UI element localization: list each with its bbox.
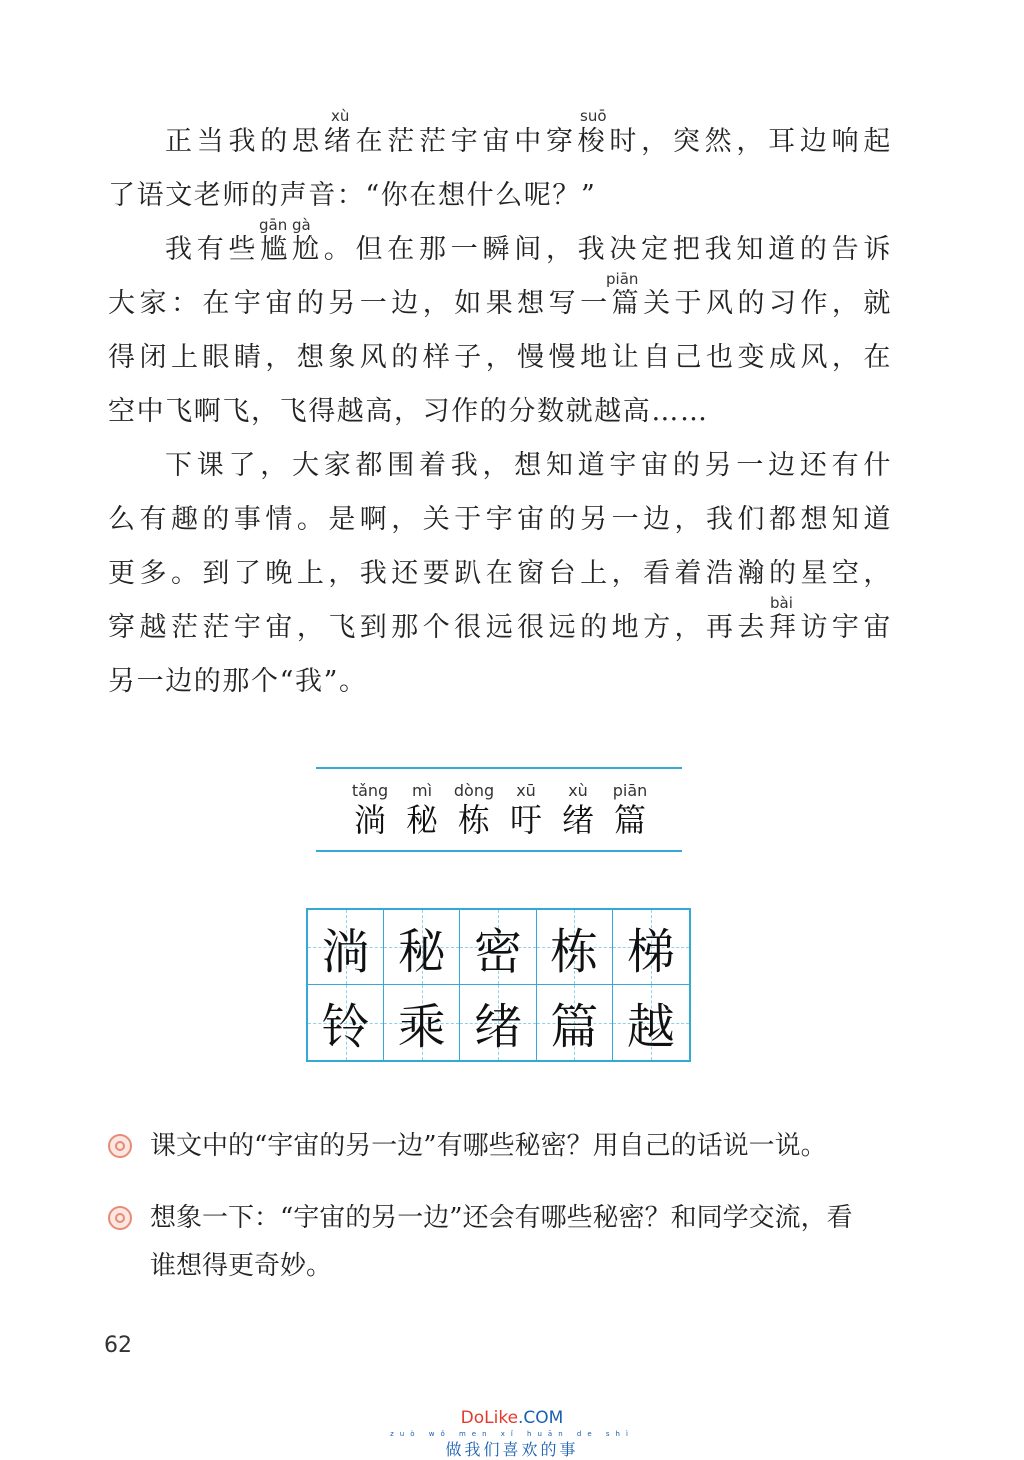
watermark-brand-main: DoLike: [460, 1408, 519, 1428]
write-char: 绪: [473, 999, 522, 1055]
question-2-line-2: 谁想得更奇妙。: [150, 1251, 333, 1281]
new-word: [605, 781, 655, 839]
paragraph-line: 另一边的那个“我”。: [108, 666, 368, 697]
paragraph-line: 下课了，大家都围着我，想知道宇宙的另一边还有什: [165, 450, 892, 481]
new-word-char: 绪: [561, 801, 594, 839]
new-word-pinyin: xù: [568, 781, 588, 800]
grid-cell: [308, 985, 384, 1060]
pinyin-annotation-ganga: gān gà: [259, 216, 311, 234]
new-word-char: 秘: [405, 801, 438, 839]
write-char: 梯: [626, 923, 675, 980]
word-box-bottom-rule: [316, 850, 682, 852]
watermark-pinyin: zuò wǒ men xǐ huān de shì: [390, 1430, 634, 1438]
grid-cell: [537, 985, 613, 1060]
new-word: [501, 781, 551, 839]
grid-cell: [613, 910, 689, 985]
write-char: 乘: [397, 999, 446, 1055]
new-word-char: 吁: [509, 801, 542, 839]
write-char: 栋: [550, 923, 599, 980]
watermark-brand-suffix: .COM: [518, 1408, 564, 1428]
paragraph-line: 我有些尴尬。但在那一瞬间，我决定把我知道的告诉: [165, 234, 892, 265]
question-1: 课文中的“宇宙的另一边”有哪些秘密？用自己的话说一说。: [150, 1131, 827, 1161]
new-word-pinyin: tǎng: [351, 781, 389, 800]
paragraph-line: 了语文老师的声音：“你在想什么呢？”: [108, 180, 597, 211]
paragraph-line: 空中飞啊飞，飞得越高，习作的分数就越高……: [108, 396, 709, 427]
pinyin-annotation-xu: xù: [331, 107, 350, 125]
grid-cell: [384, 985, 460, 1060]
write-char: 密: [473, 923, 522, 980]
paragraph-line: 正当我的思绪在茫茫宇宙中穿梭时，突然，耳边响起: [165, 126, 892, 157]
grid-cell: [308, 910, 384, 985]
write-char: 越: [626, 999, 675, 1055]
new-word: [449, 781, 499, 839]
grid-cell: [460, 985, 536, 1060]
new-word-pinyin: dòng: [453, 781, 495, 800]
pinyin-annotation-bai: bài: [770, 594, 793, 612]
pinyin-annotation-suo: suō: [580, 107, 607, 125]
new-word: [397, 781, 447, 839]
paragraph-line: 更多。到了晚上，我还要趴在窗台上，看着浩瀚的星空，: [108, 558, 892, 589]
new-word-pinyin: mì: [411, 781, 433, 800]
word-box-top-rule: [316, 767, 682, 769]
new-word: [553, 781, 603, 839]
new-word-char: 淌: [353, 801, 386, 839]
page-number: 62: [104, 1333, 132, 1358]
paragraph-line: 得闭上眼睛，想象风的样子，慢慢地让自己也变成风，在: [108, 342, 892, 373]
pinyin-annotation-pian: piān: [606, 270, 639, 288]
new-word-pinyin: piān: [612, 781, 648, 800]
new-word-char: 栋: [457, 801, 490, 839]
new-word-pinyin: xū: [516, 781, 536, 800]
write-char: 铃: [321, 999, 370, 1055]
write-char: 篇: [550, 999, 599, 1055]
grid-cell: [613, 985, 689, 1060]
watermark-brand: [0, 1408, 1024, 1428]
write-char: 秘: [397, 923, 446, 980]
watermark-slogan: 做我们喜欢的事: [445, 1440, 579, 1459]
grid-cell: [537, 910, 613, 985]
grid-cell: [460, 910, 536, 985]
paragraph-line: 穿越茫茫宇宙，飞到那个很远很远的地方，再去拜访宇宙: [108, 612, 892, 643]
write-char: 淌: [321, 923, 370, 980]
paragraph-line: 大家：在宇宙的另一边，如果想写一篇关于风的习作，就: [108, 288, 892, 319]
new-word-char: 篇: [613, 801, 646, 839]
question-2-line-1: 想象一下：“宇宙的另一边”还会有哪些秘密？和同学交流，看: [150, 1203, 853, 1233]
writing-grid: [306, 908, 691, 1062]
question-icon: [108, 1134, 132, 1158]
new-word: [345, 781, 395, 839]
grid-cell: [384, 910, 460, 985]
question-icon: [108, 1206, 132, 1230]
paragraph-line: 么有趣的事情。是啊，关于宇宙的另一边，我们都想知道: [108, 504, 892, 535]
